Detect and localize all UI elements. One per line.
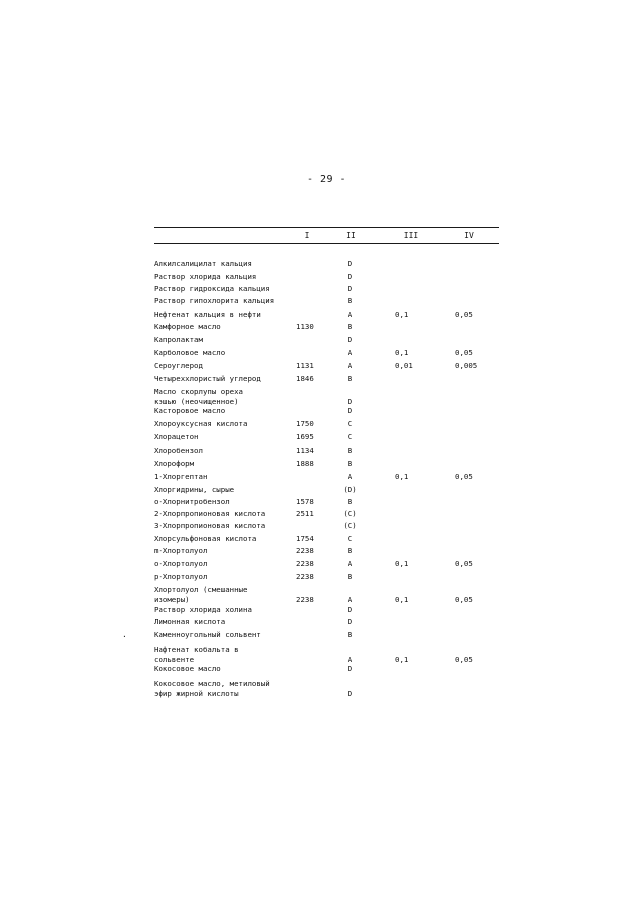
column-i-value: 1695 (296, 432, 314, 441)
column-ii-value: B (347, 322, 353, 331)
column-i-value: 2238 (296, 559, 314, 568)
column-header-ii: II (346, 231, 356, 240)
column-ii-value: B (347, 296, 353, 305)
column-header-i: I (304, 231, 310, 240)
column-i-value: 1131 (296, 361, 314, 370)
column-ii-value: D (347, 272, 353, 281)
substance-name: Кокосовое масло (154, 664, 221, 673)
column-ii-value: A (347, 348, 353, 357)
column-ii-value: C (347, 432, 353, 441)
substance-name: Сероуглерод (154, 361, 203, 370)
column-iii-value: 0,01 (395, 361, 413, 370)
column-iii-value: 0,1 (395, 472, 409, 481)
column-ii-value: D (347, 605, 353, 614)
substance-name: Раствор хлорида холина (154, 605, 252, 614)
column-ii-value: (C) (343, 521, 357, 530)
column-iv-value: 0,05 (455, 472, 473, 481)
column-ii-value: D (347, 689, 353, 698)
substance-name: Кокосовое масло, метиловый эфир жирной кислоты (154, 679, 270, 698)
column-i-value: 2238 (296, 572, 314, 581)
column-iii-value: 0,1 (395, 559, 409, 568)
substance-name: Хлоробензол (154, 446, 203, 455)
column-ii-value: (C) (343, 509, 357, 518)
substance-name: Хлороуксусная кислота (154, 419, 248, 428)
column-ii-value: B (347, 459, 353, 468)
substance-name: р-Хлортолуол (154, 572, 208, 581)
substance-name: m-Хлортолуол (154, 546, 208, 555)
substance-name: Хлороформ (154, 459, 195, 468)
substance-name: Хлорацетон (154, 432, 199, 441)
substance-name: Хлорсульфоновая кислота (154, 534, 257, 543)
column-ii-value: A (347, 361, 353, 370)
substance-name: Раствор хлорида кальция (154, 272, 257, 281)
column-iv-value: 0,05 (455, 559, 473, 568)
page-number: - 29 - (306, 174, 347, 185)
substance-name: Касторовое масло (154, 406, 226, 415)
substance-name: Нефтенат кальция в нефти (154, 310, 261, 319)
column-ii-value: A (347, 472, 353, 481)
column-iii-value: 0,1 (395, 310, 409, 319)
substance-name: Нафтенат кобальта в сольвенте (154, 645, 239, 664)
substance-name: Лимонная кислота (154, 617, 226, 626)
column-iv-value: 0,05 (455, 310, 473, 319)
column-iv-value: 0,005 (455, 361, 478, 370)
column-ii-value: B (347, 630, 353, 639)
column-ii-value: (D) (343, 485, 357, 494)
column-ii-value: D (347, 406, 353, 415)
column-header-iv: IV (464, 231, 474, 240)
substance-name: Карболовое масло (154, 348, 226, 357)
margin-mark: · (122, 632, 127, 641)
column-ii-value: B (347, 572, 353, 581)
column-iii-value: 0,1 (395, 655, 409, 664)
substance-name: о-Хлортолуол (154, 559, 208, 568)
substance-name: 2-Хлорпропионовая кислота (154, 509, 266, 518)
column-ii-value: A (347, 595, 353, 604)
column-ii-value: D (347, 259, 353, 268)
column-ii-value: C (347, 534, 353, 543)
column-iii-value: 0,1 (395, 348, 409, 357)
column-ii-value: D (347, 284, 353, 293)
column-ii-value: D (347, 397, 353, 406)
column-ii-value: A (347, 310, 353, 319)
column-iv-value: 0,05 (455, 348, 473, 357)
column-header-iii: III (403, 231, 419, 240)
column-i-value: 2238 (296, 546, 314, 555)
column-i-value: 1754 (296, 534, 314, 543)
column-i-value: 1578 (296, 497, 314, 506)
header-bottom-rule (154, 243, 499, 244)
table-top-rule (154, 227, 499, 228)
substance-name: Раствор гипохлорита кальция (154, 296, 275, 305)
column-ii-value: D (347, 617, 353, 626)
column-ii-value: A (347, 559, 353, 568)
substance-name: 3-Хлорпропионовая кислота (154, 521, 266, 530)
column-ii-value: C (347, 419, 353, 428)
substance-name: Хлортолуол (смешанные изомеры) (154, 585, 248, 604)
substance-name: Раствор гидроксида кальция (154, 284, 270, 293)
substance-name: о-Хлорнитробензол (154, 497, 230, 506)
column-ii-value: B (347, 374, 353, 383)
column-i-value: 2511 (296, 509, 314, 518)
column-ii-value: A (347, 655, 353, 664)
column-iii-value: 0,1 (395, 595, 409, 604)
substance-name: Каменноугольный сольвент (154, 630, 261, 639)
column-iv-value: 0,05 (455, 595, 473, 604)
column-ii-value: D (347, 335, 353, 344)
column-ii-value: B (347, 546, 353, 555)
substance-name: 1-Хлоргептан (154, 472, 208, 481)
column-iv-value: 0,05 (455, 655, 473, 664)
column-i-value: 1134 (296, 446, 314, 455)
substance-name: Хлоргидрины, сырые (154, 485, 235, 494)
substance-name: Алкилсалицилат кальция (154, 259, 252, 268)
substance-name: Капролактам (154, 335, 203, 344)
column-i-value: 2238 (296, 595, 314, 604)
substance-name: Четыреххлористый углерод (154, 374, 261, 383)
column-i-value: 1750 (296, 419, 314, 428)
substance-name: Масло скорлупы ореха кэшью (неочищенное) (154, 387, 243, 406)
substance-name: Камфорное масло (154, 322, 221, 331)
column-i-value: 1846 (296, 374, 314, 383)
column-i-value: 1888 (296, 459, 314, 468)
column-i-value: 1130 (296, 322, 314, 331)
column-ii-value: D (347, 664, 353, 673)
column-ii-value: B (347, 497, 353, 506)
column-ii-value: B (347, 446, 353, 455)
